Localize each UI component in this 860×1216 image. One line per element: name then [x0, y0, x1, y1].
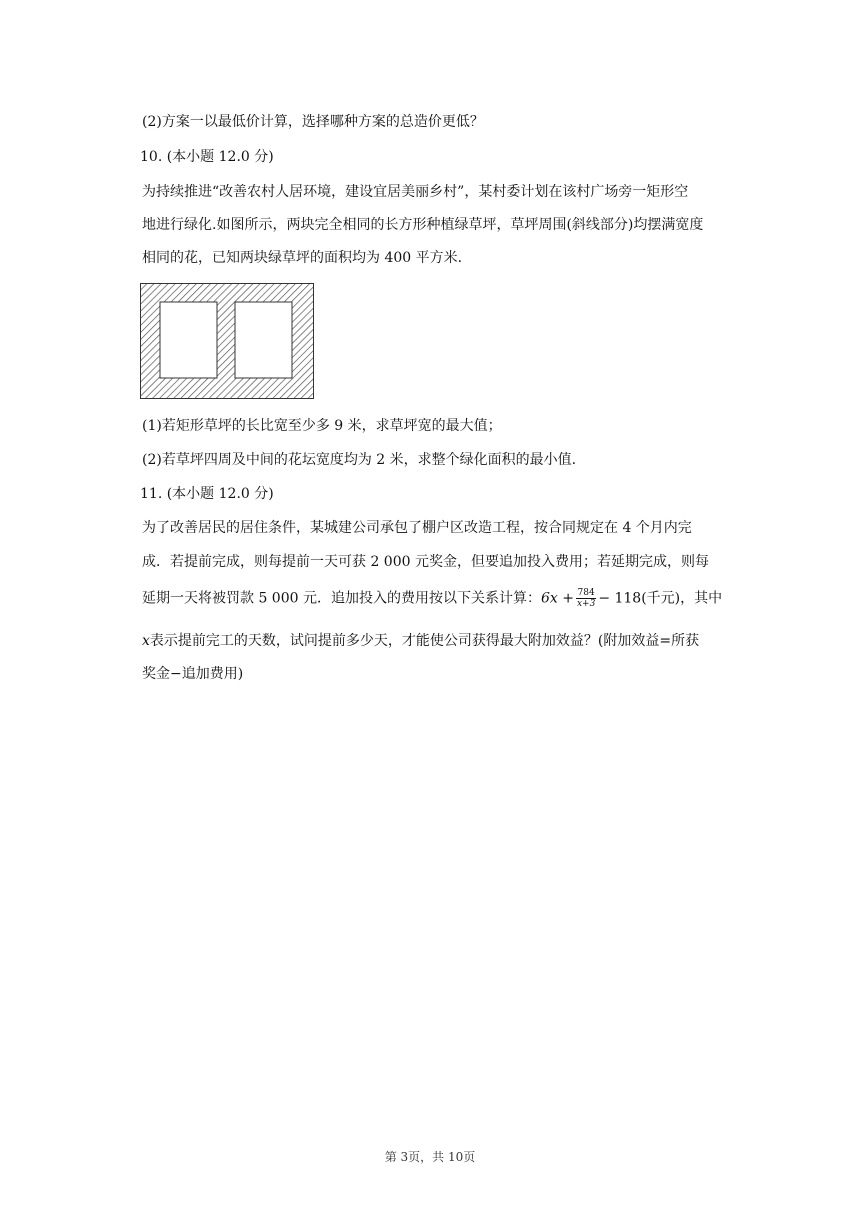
- q10-subquestion-2: (2)若草坪四周及中间的花坛宽度均为 2 米，求整个绿化面积的最小值.: [142, 452, 577, 468]
- lawn-diagram: [140, 283, 314, 399]
- q10-stem-line-1: 为持续推进“改善农村人居环境，建设宜居美丽乡村”，某村委计划在该村广场旁一矩形空: [142, 184, 689, 200]
- q11-stem-line-1: 为了改善居民的居住条件，某城建公司承包了棚户区改造工程，按合同规定在 4 个月内完: [142, 520, 692, 536]
- page-footer: 第 3页，共 10页: [384, 1150, 476, 1164]
- lawn-left: [160, 302, 217, 378]
- fraction-numerator: 784: [577, 588, 595, 598]
- q9-subquestion-2: (2)方案一以最低价计算，选择哪种方案的总造价更低？: [142, 114, 484, 130]
- cost-expression-part-a: 6𝑥 +: [540, 590, 574, 607]
- q10-subquestion-1: (1)若矩形草坪的长比宽至少多 9 米，求草坪宽的最大值；: [142, 418, 502, 434]
- cost-fraction: [576, 588, 596, 609]
- q10-stem-line-2: 地进行绿化.如图所示，两块完全相同的长方形种植绿草坪，草坪周围(斜线部分)均摆满宽度: [142, 217, 704, 233]
- q11-stem-line-3: [142, 588, 742, 609]
- fraction-denominator: 𝑥+3: [576, 599, 596, 609]
- cost-expression-part-b: − 118(千元)，其中: [598, 590, 723, 607]
- q11-stem-line-3-text: 延期一天将被罚款 5 000 元．追加投入的费用按以下关系计算：: [142, 590, 541, 607]
- q11-stem-line-2: 成．若提前完成，则每提前一天可获 2 000 元奖金，但要追加投入费用；若延期完成，则每: [142, 554, 709, 570]
- q11-heading: 11. (本小题 12.0 分): [140, 486, 274, 502]
- q11-stem-line-4: 𝑥表示提前完工的天数，试问提前多少天，才能使公司获得最大附加效益？(附加效益=所获: [142, 633, 700, 649]
- lawn-right: [235, 302, 292, 378]
- q10-stem-line-3: 相同的花，已知两块绿草坪的面积均为 400 平方米.: [142, 250, 463, 266]
- q11-stem-line-5: 奖金−追加费用): [142, 666, 244, 682]
- q10-heading: 10. (本小题 12.0 分): [140, 149, 274, 165]
